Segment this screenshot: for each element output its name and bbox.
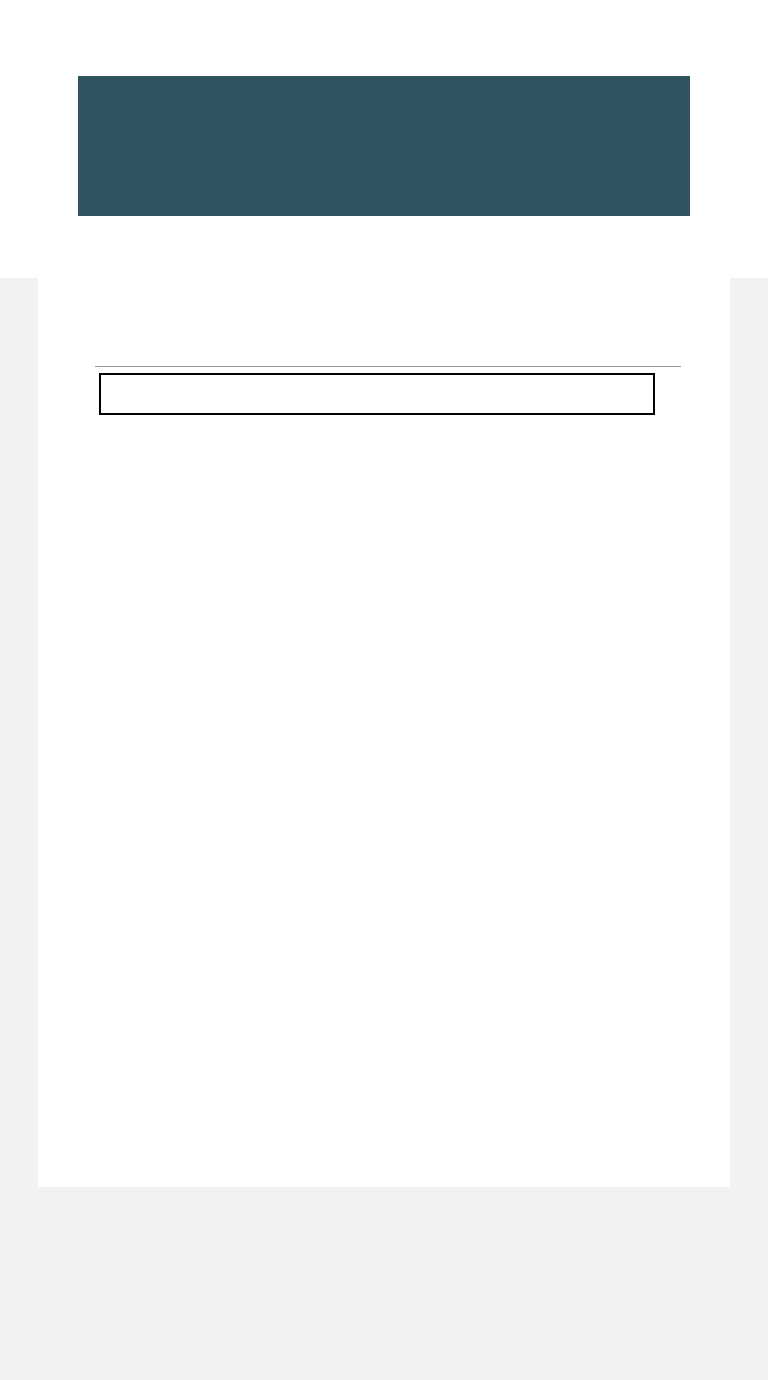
title-banner [78, 76, 690, 216]
problem-grid [95, 366, 681, 367]
puzzle-box [99, 373, 655, 415]
worksheet-content [95, 358, 685, 415]
worksheet-sheet [38, 278, 730, 1187]
